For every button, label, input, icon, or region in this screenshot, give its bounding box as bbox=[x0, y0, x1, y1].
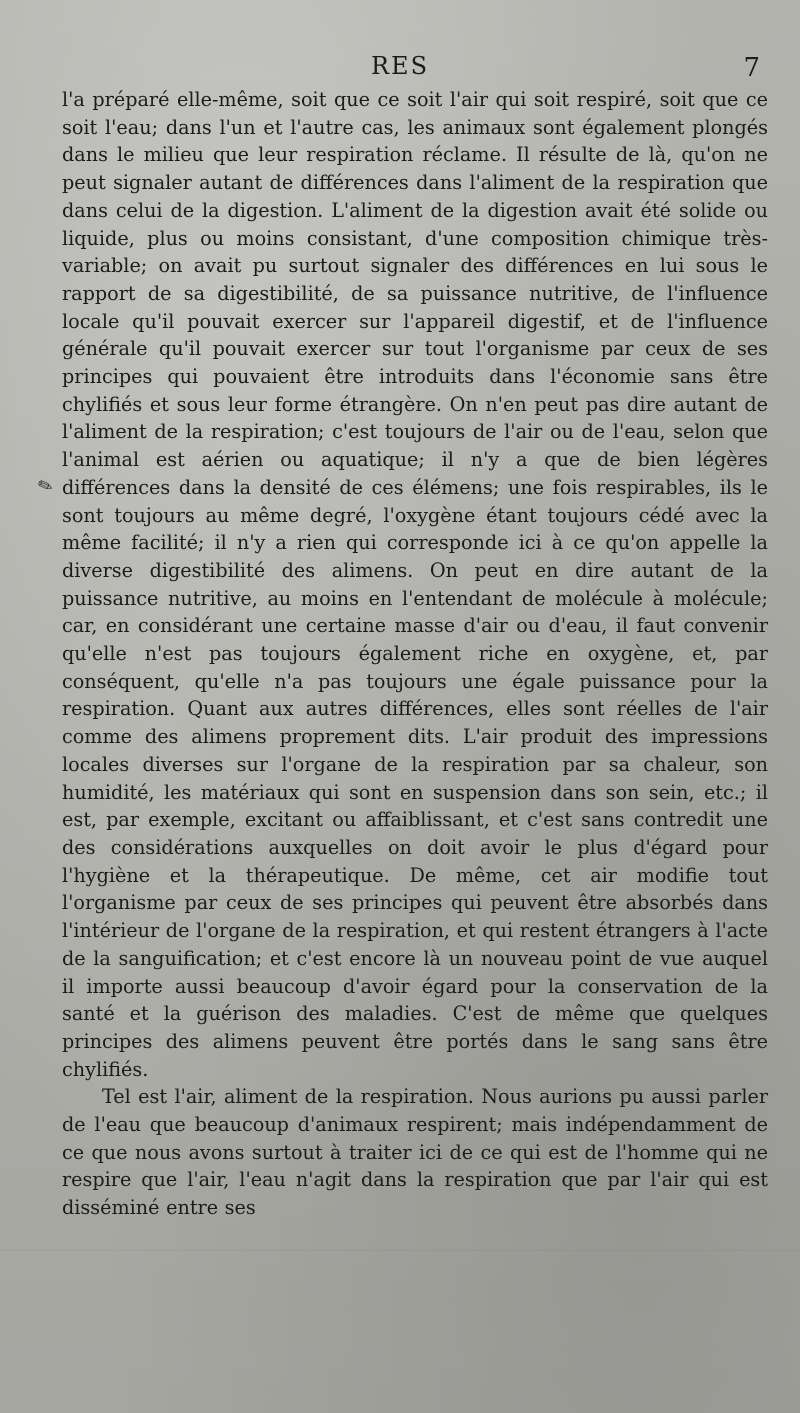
body-text bbox=[62, 86, 768, 1222]
margin-pencil-mark: ✎ bbox=[34, 474, 57, 499]
paragraph-2: Tel est l'air, aliment de la respiration. Nous aurions pu aussi parler de l'eau que beaucoup d'animaux respirent; mais indépendamment de ce que nous avons surtout à traiter ici de ce qui est de l'homme qui ne respire que l'air, l'eau n'agit dans la respiration que par l'air qui est disséminé entre ses bbox=[62, 1085, 768, 1220]
page-header bbox=[0, 48, 800, 84]
running-head: RES bbox=[370, 52, 430, 80]
page-crease bbox=[0, 1250, 800, 1251]
page-number: 7 bbox=[743, 53, 760, 83]
paragraph-1: l'a préparé elle-même, soit que ce soit l'air qui soit respiré, soit que ce soit l'eau; dans l'un et l'autre cas, les animaux sont également plongés dans le milieu que leur respiration réclame. Il résulte de là, qu'on ne peut signaler autant de différences dans l'aliment de la respiration que dans celui de la digestion. L'aliment de la digestion avait été solide ou liquide, plus ou moins consistant, d'une composition chimique très-variable; on avait pu surtout signaler des différences en lui sous le rapport de sa digestibilité, de sa puissance nutritive, de l'influence locale qu'il pouvait exercer sur l'appareil digestif, et de l'influence générale qu'il pouvait exercer sur tout l'organisme par ceux de ses principes qui pouvaient être introduits dans l'économie sans être chylifiés et sous leur forme étrangère. On n'en peut pas dire autant de l'aliment de la respiration; c'est toujours de l'air ou de l'eau, selon que l'animal est aérien ou aquatique; il n'y a que de bien légères différences dans la densité de ces élémens; une fois respirables, ils le sont toujours au même degré, l'oxygène étant toujours cédé avec la même facilité; il n'y a rien qui corresponde ici à ce qu'on appelle la diverse digestibilité des alimens. On peut en dire autant de la puissance nutritive, au moins en l'entendant de molécule à molécule; car, en considérant une certaine masse d'air ou d'eau, il faut convenir qu'elle n'est pas toujours également riche en oxygène, et, par conséquent, qu'elle n'a pas toujours une égale puissance pour la respiration. Quant aux autres différences, elles sont réelles de l'air comme des alimens proprement dits. L'air produit des impressions locales diverses sur l'organe de la respiration par sa chaleur, son humidité, les matériaux qui sont en suspension dans son sein, etc.; il est, par exemple, excitant ou affaiblissant, et c'est sans contredit une des considérations auxquelles on doit avoir le plus d'égard pour l'hygiène et la thérapeutique. De même, cet air modifie tout l'organisme par ceux de ses principes qui peuvent être absorbés dans l'intérieur de l'organe de la respiration, et qui restent étrangers à l'acte de la sanguification; et c'est encore là un nouveau point de vue auquel il importe aussi beaucoup d'avoir égard pour la conservation de la santé et la guérison des maladies. C'est de même que quelques principes des alimens peuvent être portés dans le sang sans être chylifiés. bbox=[62, 88, 768, 1081]
